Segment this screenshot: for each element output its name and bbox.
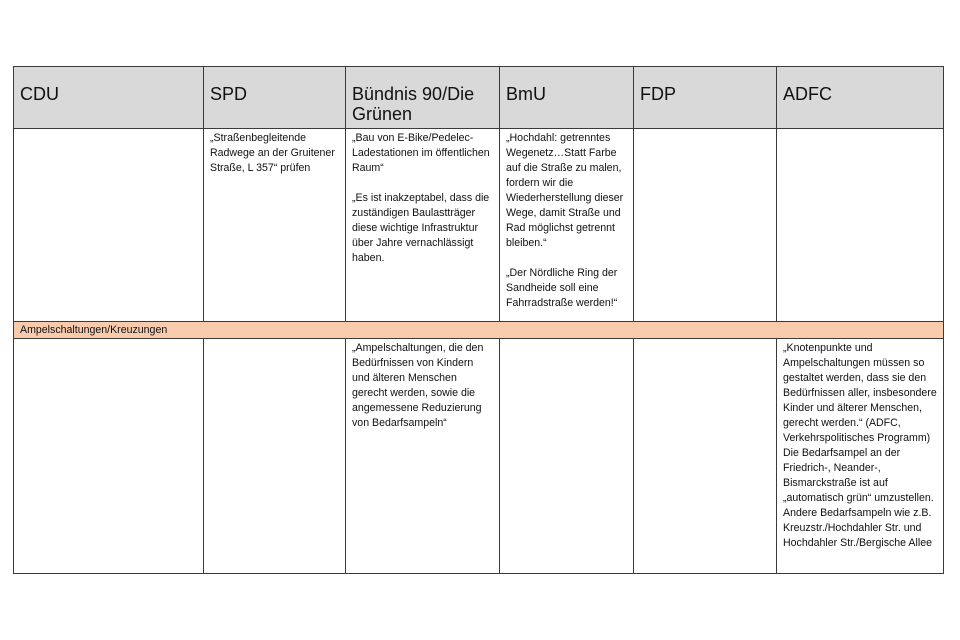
quote: „Knotenpunkte und Ampelschaltungen müssen so gestaltet werden, dass sie den Bedürfnissen aller, insbesondere Kinder und älterer Menschen, gerecht werden.“ (ADFC, Verkehrspolitisches Programm) Die Bedarfsampel an der Friedrich-, Neander-, Bismarckstraße ist auf „automatisch grün“ umzustellen. Andere Bedarfsampeln wie z.B. Kreuzstr./Hochdahler Str. und Hochdahler Str./Bergische Allee	[783, 342, 937, 549]
quote: „Hochdahl: getrenntes Wegenetz…Statt Farbe auf die Straße zu malen, fordern wir die Wiederherstellung dieser Wege, damit Straße und Rad möglichst getrennt bleiben.“	[506, 132, 624, 249]
party-positions-table	[13, 66, 944, 574]
header-bmu: BmU	[500, 67, 634, 129]
cell-fdp	[634, 339, 777, 574]
cell-gruene	[346, 129, 500, 322]
cell-cdu	[14, 129, 204, 322]
header-adfc: ADFC	[777, 67, 944, 129]
header-spd: SPD	[204, 67, 346, 129]
cell-spd	[204, 129, 346, 322]
table-row	[14, 129, 944, 322]
cell-bmu	[500, 129, 634, 322]
section-title: Ampelschaltungen/Kreuzungen	[14, 322, 944, 339]
quote: „Es ist inakzeptabel, dass die zuständigen Baulastträger diese wichtige Infrastruktur über Jahre vernachlässigt haben.	[352, 192, 490, 264]
cell-gruene	[346, 339, 500, 574]
header-row	[14, 67, 944, 129]
quote: „Straßenbegleitende Radwege an der Gruitener Straße, L 357“ prüfen	[210, 132, 335, 174]
table-row	[14, 339, 944, 574]
section-row	[14, 322, 944, 339]
quote: „Ampelschaltungen, die den Bedürfnissen von Kindern und älteren Menschen gerecht werden, sowie die angemessene Reduzierung von Bedarfsampeln“	[352, 342, 484, 429]
quote: „Bau von E-Bike/Pedelec-Ladestationen im öffentlichen Raum“	[352, 132, 490, 174]
cell-spd	[204, 339, 346, 574]
cell-adfc	[777, 129, 944, 322]
header-cdu: CDU	[14, 67, 204, 129]
quote: „Der Nördliche Ring der Sandheide soll eine Fahrradstraße werden!“	[506, 267, 618, 309]
header-fdp: FDP	[634, 67, 777, 129]
cell-adfc	[777, 339, 944, 574]
cell-cdu	[14, 339, 204, 574]
cell-bmu	[500, 339, 634, 574]
cell-fdp	[634, 129, 777, 322]
header-gruene: Bündnis 90/Die Grünen	[346, 67, 500, 129]
